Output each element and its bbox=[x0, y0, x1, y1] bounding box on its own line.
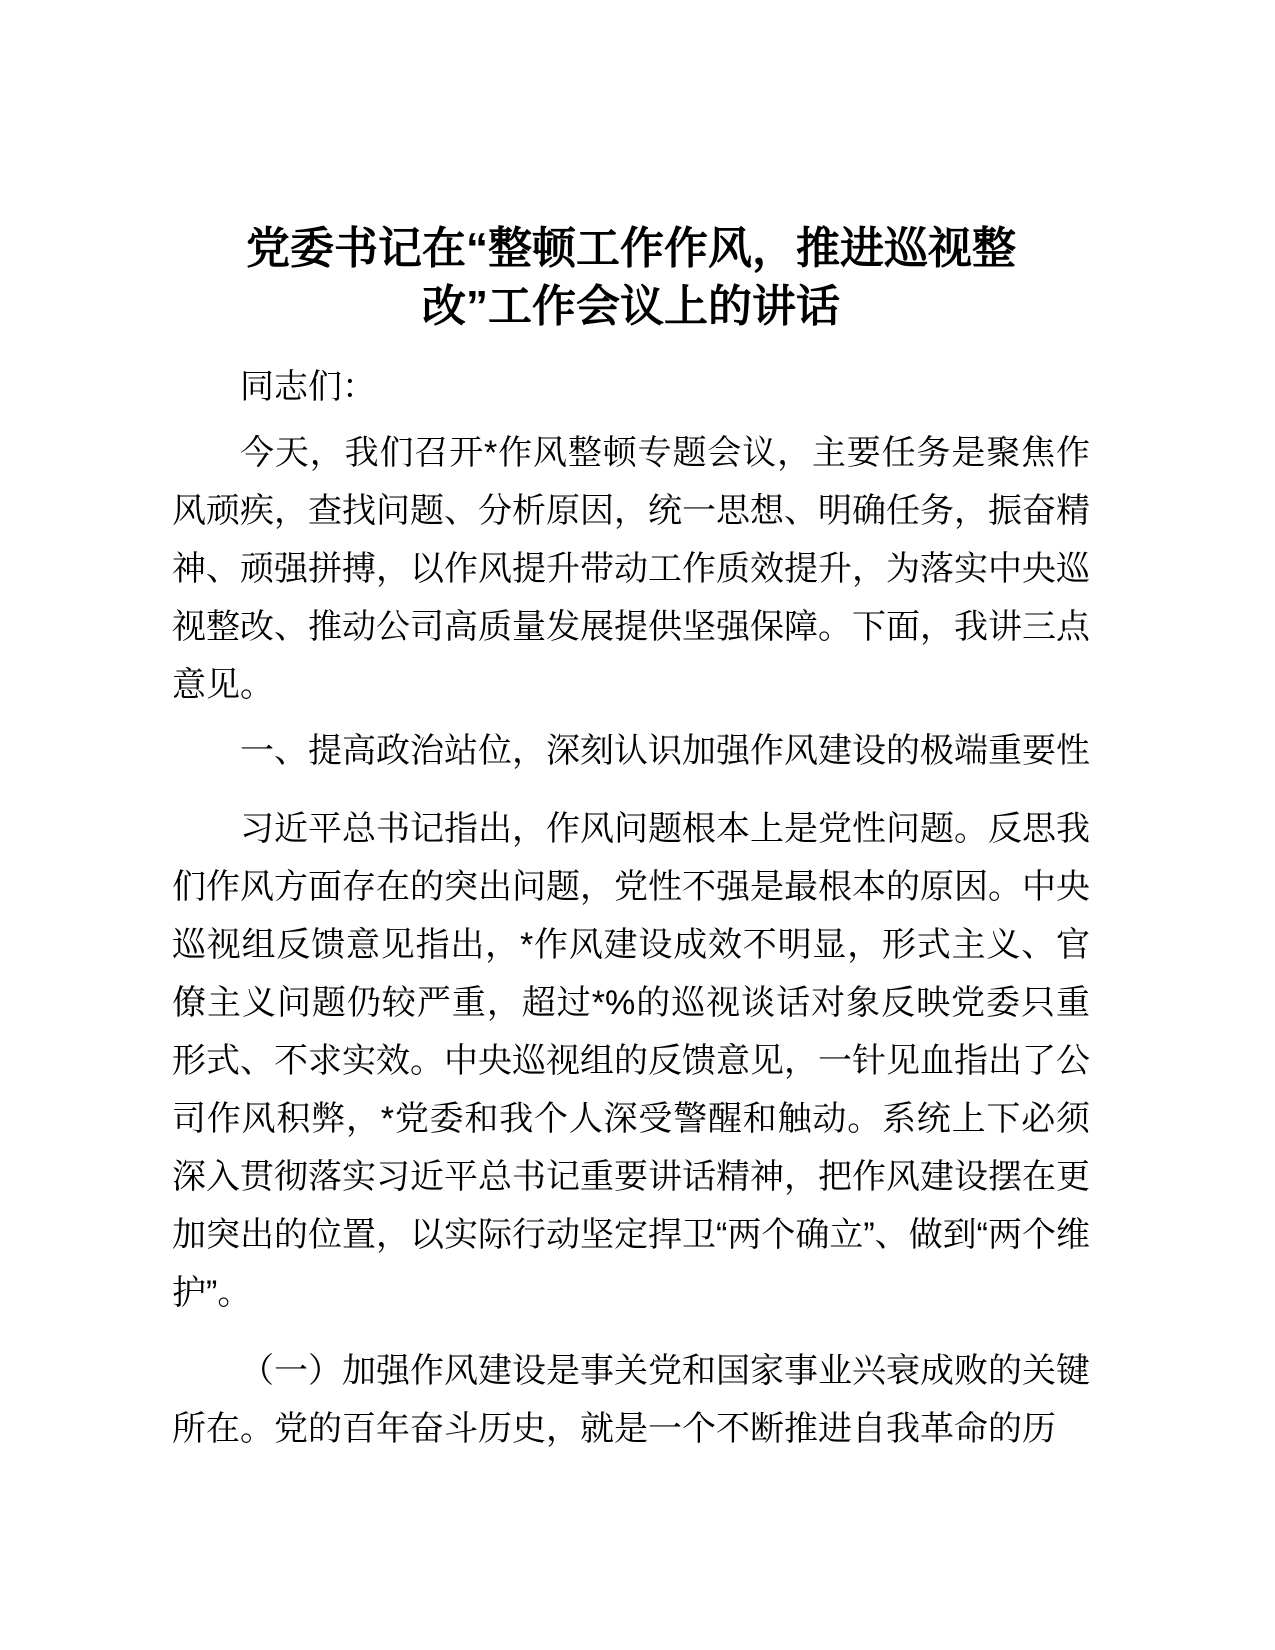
document-title: 党委书记在“整顿工作作风，推进巡视整改”工作会议上的讲话 bbox=[246, 224, 1016, 331]
paragraph-intro: 今天，我们召开*作风整顿专题会议，主要任务是聚焦作风顽疾，查找问题、分析原因，统一思想、明确任务，振奋精神、顽强拼搏，以作风提升带动工作质效提升，为落实中央巡视整改、推动公司高质量发展提供坚强保障。下面，我讲三点意见。 bbox=[172, 434, 1090, 704]
paragraph-section-1-body: 习近平总书记指出，作风问题根本上是党性问题。反思我们作风方面存在的突出问题，党性不强是最根本的原因。中央巡视组反馈意见指出，*作风建设成效不明显，形式主义、官僚主义问题仍较严重，超过*%的巡视谈话对象反映党委只重形式、不求实效。中央巡视组的反馈意见，一针见血指出了公司作风积弊，*党委和我个人深受警醒和触动。系统上下必须深入贯彻落实习近平总书记重要讲话精神，把作风建设摆在更加突出的位置，以实际行动坚定捍卫“两个确立”、做到“两个维护”。 bbox=[172, 810, 1090, 1312]
section-heading-1: 一、提高政治站位，深刻认识加强作风建设的极端重要性 bbox=[240, 732, 1090, 770]
document-content bbox=[0, 220, 1275, 1458]
paragraph-salutation: 同志们： bbox=[240, 368, 376, 406]
paragraph-subsection-1: （一）加强作风建设是事关党和国家事业兴衰成败的关键所在。党的百年奋斗历史，就是一个不断推进自我革命的历 bbox=[172, 1352, 1090, 1448]
